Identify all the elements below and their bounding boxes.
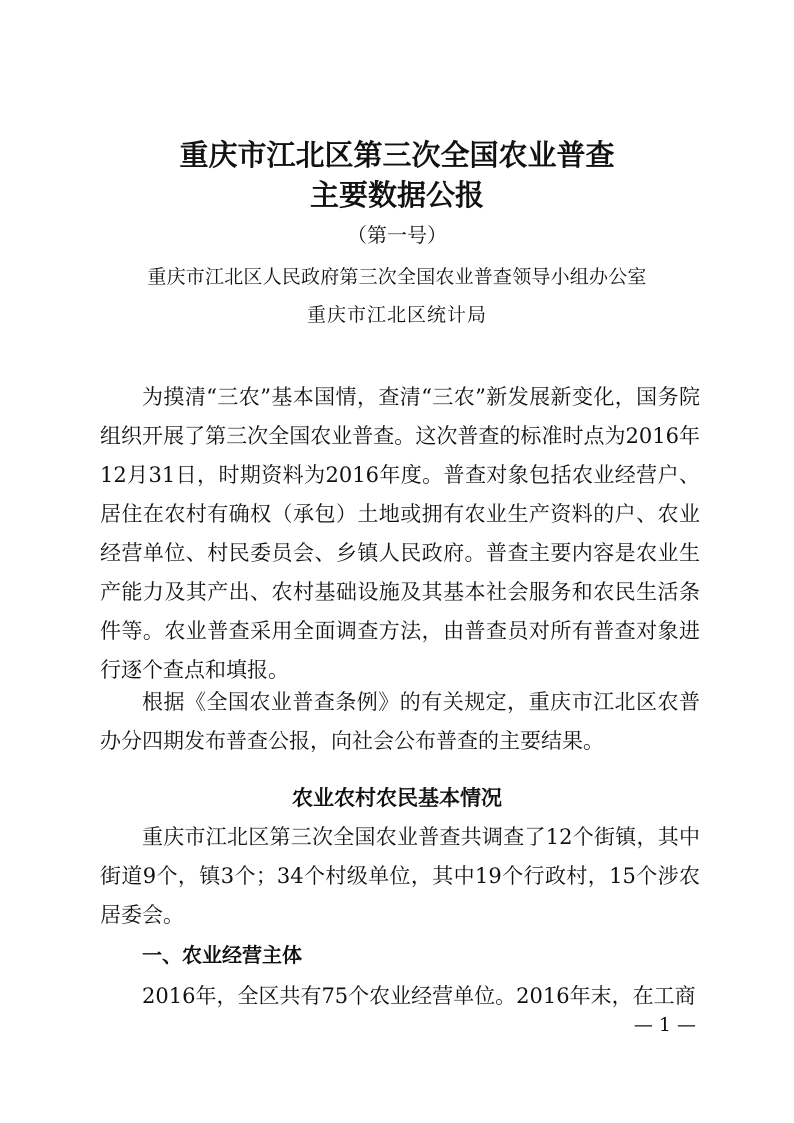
section-title: 农业农村农民基本情况 [292,786,502,810]
regulation-paragraph: 根据《全国农业普查条例》的有关规定，重庆市江北区农普办分四期发布普查公报，向社会公布普查的主要结果。 [100,690,700,753]
issuer-bureau: 重庆市江北区统计局 [306,304,487,326]
business-units-paragraph: 2016年，全区共有75个农业经营单位。2016年末，在工商 [142,984,696,1008]
intro-paragraph: 为摸清“三农”基本国情，查清“三农”新发展新变化，国务院组织开展了第三次全国农业普查。这次普查的标准时点为2016年12月31日，时期资料为2016年度。普查对象包括农业经营户、居住在农村有确权（承包）土地或拥有农业生产资料的户、农业经营单位、村民委员会、乡镇人民政府。普查主要内容是农业生产能力及其产出、农村基础设施及其基本社会服务和农民生活条件等。农业普查采用全面调查方法，由普查员对所有普查对象进行逐个查点和填报。 [100,385,700,682]
issue-number: （第一号） [347,223,447,247]
page-number: — 1 — [633,1014,696,1036]
document-title-line1: 重庆市江北区第三次全国农业普查 [179,138,615,172]
survey-scope-paragraph: 重庆市江北区第三次全国农业普查共调查了12个街镇，其中街道9个，镇3个；34个村级单位，其中19个行政村，15个涉农居委会。 [100,825,700,927]
subsection-heading: 一、农业经营主体 [142,943,302,967]
issuer-office: 重庆市江北区人民政府第三次全国农业普查领导小组办公室 [147,266,647,288]
document-title-line2: 主要数据公报 [309,178,484,212]
